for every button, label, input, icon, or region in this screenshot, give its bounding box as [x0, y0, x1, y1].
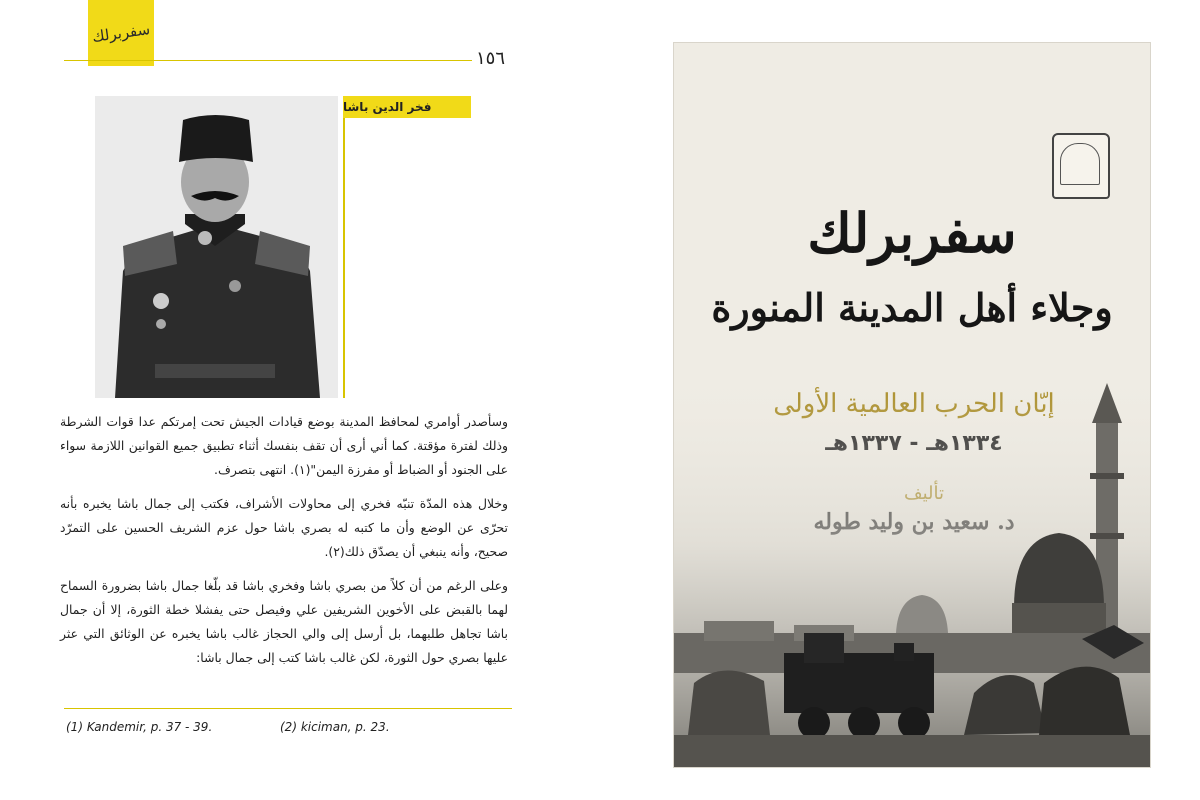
series-logo-text: سفربرلك	[90, 20, 152, 46]
series-logo	[88, 0, 154, 66]
train-and-mosque-illustration	[674, 363, 1150, 767]
page-number: ١٥٦	[476, 48, 506, 69]
paragraph-1: وسأصدر أوامري لمحافظ المدينة بوضع قيادات الجيش تحت إمرتكم عدا قوات الشرطة وذلك لفترة مؤقتة. كما أني أرى أن تقف بنفسك أثناء تطبيق جميع القوانين اللازمة سواء على الجنود أو الضباط أو مفرزة اليمن"(١). انتهى بتصرف.	[60, 414, 508, 477]
paragraph-2: وخلال هذه المدّة تنبّه فخري إلى محاولات الأشراف، فكتب إلى جمال باشا يخبره بأنه تحرّى عن الوضع وأن ما كتبه له بصري باشا حول عزم الشريف الحسين على التمرّد صحيح، وأنه ينبغي أن يصدّق ذلك(٢).	[60, 496, 508, 559]
publisher-emblem	[1052, 133, 1110, 199]
portrait-photo	[95, 96, 338, 398]
portrait-illustration	[95, 96, 338, 398]
caption-rule	[343, 118, 345, 398]
header-rule	[64, 60, 472, 61]
cover-historical-scene	[674, 363, 1150, 767]
paragraph-3: وعلى الرغم من أن كلاً من بصري باشا وفخري باشا قد بلّغا جمال باشا بضرورة السماح لهما بالقبض على الأخوين الشريفين علي وفيصل حتى يفشلا خطة الثورة، إلا أن جمال باشا تجاهل طلبهما، بل أرسل إلى والي الحجاز غالب باشا يخبره عن الوثائق التي عثر عليها بصري حول الثورة، لكن غالب باشا كتب إلى جمال باشا:	[60, 578, 508, 665]
book-cover	[674, 43, 1150, 767]
photo-caption: فخر الدين باشا	[343, 96, 471, 118]
emblem-arch-icon	[1060, 143, 1100, 185]
body-text	[60, 410, 508, 680]
cover-subtitle: وجلاء أهل المدينة المنورة	[711, 285, 1113, 330]
footnote-1: (1) Kandemir, p. 37 - 39.	[66, 720, 213, 734]
footnote-divider	[64, 708, 512, 709]
cover-title: سفربرلك	[807, 201, 1017, 265]
book-left-page	[0, 0, 560, 800]
footnote-2: (2) kiciman, p. 23.	[280, 720, 390, 734]
